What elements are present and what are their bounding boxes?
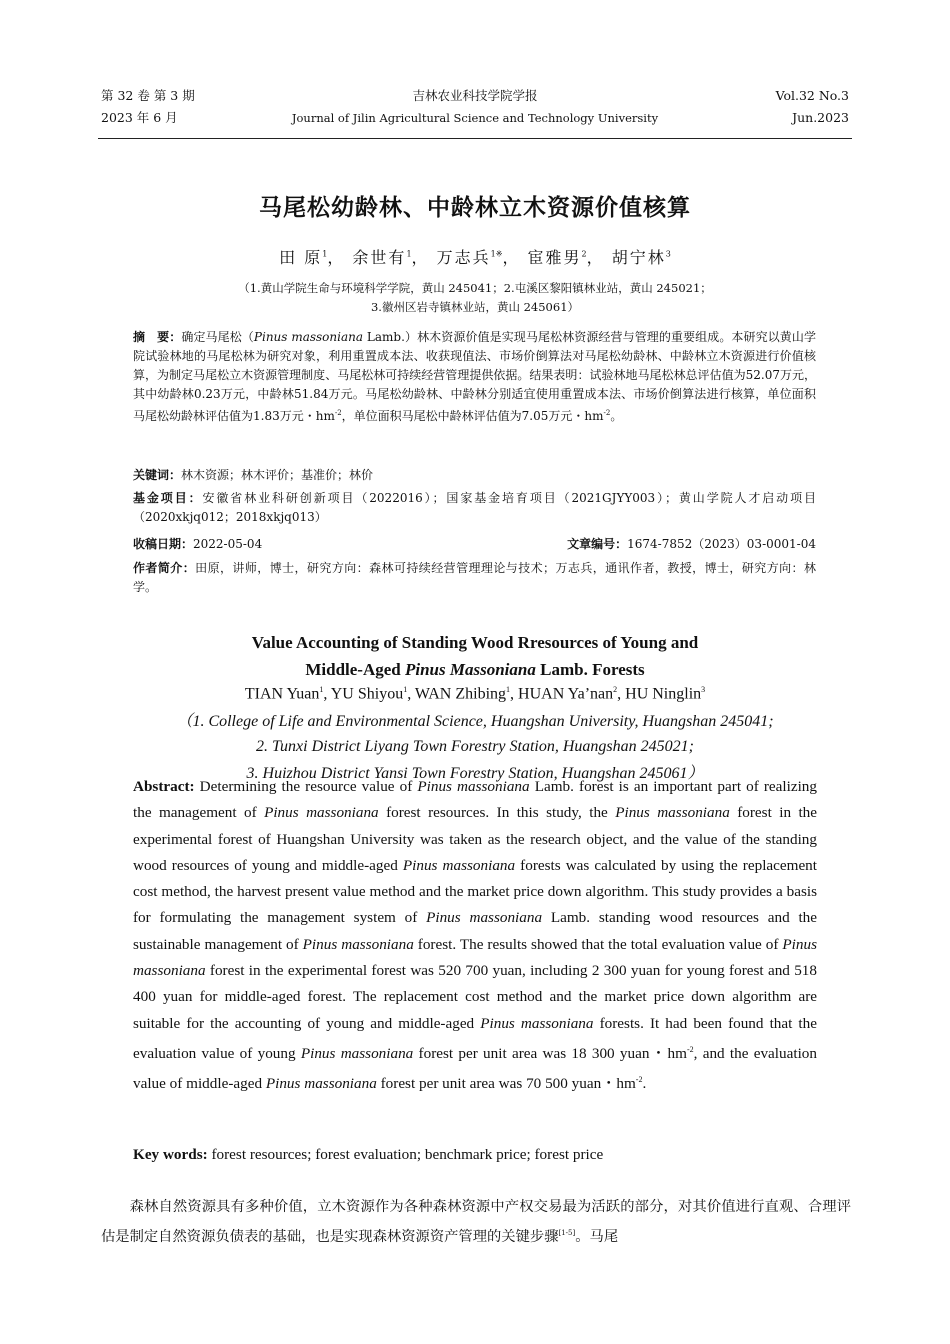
abstract-en-text: forest per unit area was 70 500 yuan・hm bbox=[376, 1075, 636, 1093]
abstract-en-text: forest in the experimental forest of Huangshan University was taken as the research object, and the value of the standing wood resources of young and middle-aged bbox=[133, 804, 818, 874]
abstract-en-text: Determining the resource value of bbox=[194, 778, 418, 795]
author-name: TIAN Yuan bbox=[244, 685, 320, 703]
body-paragraph-text: 。马尾 bbox=[575, 1228, 619, 1245]
species-name: Pinus massoniana bbox=[426, 909, 543, 927]
header-volume-en: Vol.32 No.3 bbox=[775, 88, 849, 103]
abstract-cn-label: 摘 要： bbox=[133, 330, 182, 344]
body-text bbox=[101, 1194, 851, 1250]
authors-en: TIAN Yuan$^1$, YU Shiyou$^1$, WAN Zhibing$^1$, HUAN Ya’nan$^2$, HU Ninglin$^3$ bbox=[244, 685, 706, 703]
species-name: Pinus massoniana bbox=[302, 935, 414, 953]
affiliation-cn-line1: （1.黄山学院生命与环境科学学院，黄山 245041；2.屯溪区黎阳镇林业站，黄山 245021； bbox=[238, 281, 712, 295]
unit-exponent: -2 bbox=[635, 1075, 643, 1085]
header-volume-cn: 第 32 卷 第 3 期 bbox=[101, 88, 195, 103]
abstract-en-text: forest in the experimental forest was 520 700 yuan, including 2 300 yuan for young forest and 518 400 yuan for middle-aged forest. The replacement cost method and the market price down algorithm are suitable for the accounting of young and middle-aged bbox=[133, 962, 817, 1032]
keywords-cn-text: 林木资源；林木评价；基准价；林价 bbox=[181, 468, 374, 482]
author-name: 宦雅男 bbox=[527, 248, 582, 267]
abstract-en-text: forest per unit area was 18 300 yuan・hm bbox=[413, 1045, 687, 1063]
citation: [1-5] bbox=[558, 1229, 576, 1237]
species-name: Pinus massoniana bbox=[253, 330, 364, 344]
authors-cn: 田 原$^1$， 余世有$^1$， 万志兵$^{1※}$， 宦雅男$^2$， 胡宁林$^3$ bbox=[279, 248, 671, 267]
keywords-en-label: Key words: bbox=[133, 1146, 208, 1163]
bio-label: 作者简介： bbox=[133, 561, 196, 575]
header-date-en: Jun.2023 bbox=[792, 110, 849, 125]
title-en-line1: Value Accounting of Standing Wood Rresources of Young and bbox=[251, 633, 699, 652]
keywords-en bbox=[133, 1146, 817, 1164]
author-name: YU Shiyou bbox=[330, 685, 404, 703]
author-sup: 2 bbox=[581, 249, 587, 259]
abstract-cn-text: Lamb.）林木资源价值是实现马尾松林资源经营与管理的重要组成。本研究以黄山学院试验林地的马尾松林为研究对象，利用重置成本法、收获现值法、市场价倒算法对马尾松幼龄林、中龄林立木资源进行价值核算，为制定马尾松立木资源管理制度、马尾松林可持续经营管理提供依据。结果表明：试验林地马尾松林总评估值为52.07万元，其中幼龄林0.23万元，中龄林51.84万元。马尾松幼龄林、中龄林分别适宜使用重置成本法、市场价倒算法进行核算，单位面积马尾松幼龄林评估值为1.83万元・hm bbox=[133, 330, 816, 423]
author-name: 余世有 bbox=[352, 248, 407, 267]
affiliation-en-line3: 3. Huizhou District Yansi Town Forestry Station, Huangshan 245061） bbox=[246, 765, 704, 782]
abstract-en-text: forest resources. In this study, the bbox=[378, 804, 616, 822]
abstract-en-text: . bbox=[642, 1075, 647, 1093]
abstract-en-text: forests. It had been found that the evaluation value of young bbox=[133, 1014, 817, 1063]
body-paragraph bbox=[101, 1194, 851, 1250]
abstract-en-label: Abstract: bbox=[133, 778, 195, 795]
title-en-part: Lamb. Forests bbox=[535, 660, 645, 679]
abstract-en-text: forest. The results showed that the total evaluation value of bbox=[413, 935, 783, 953]
abstract-cn-text: ，单位面积马尾松中龄林评估值为7.05万元・hm bbox=[341, 409, 604, 423]
abstract-en-text: , and the evaluation value of middle-aged bbox=[133, 1045, 817, 1093]
author-name: HU Ninglin bbox=[625, 685, 702, 703]
author-sup: 1 bbox=[322, 249, 328, 259]
title-en-species: Pinus Massoniana bbox=[405, 660, 536, 679]
keywords-cn-label: 关键词： bbox=[133, 468, 182, 482]
keywords-en-text: forest resources; forest evaluation; benchmark price; forest price bbox=[207, 1146, 604, 1163]
dates-row bbox=[133, 535, 816, 554]
author-sup: 3 bbox=[701, 685, 706, 694]
author-sup: 1 bbox=[403, 685, 408, 694]
unit-exponent: -2 bbox=[603, 409, 611, 417]
header-date-cn: 2023 年 6 月 bbox=[101, 110, 178, 125]
species-name: Pinus massoniana bbox=[265, 1075, 377, 1093]
article-number-value: 1674-7852（2023）03-0001-04 bbox=[627, 537, 816, 551]
title-en-line2 bbox=[0, 656, 950, 683]
abstract-cn bbox=[133, 328, 816, 426]
header-journal-cn: 吉林农业科技学院学报 bbox=[412, 88, 538, 103]
title-en bbox=[0, 629, 950, 683]
author-sup: 2 bbox=[613, 685, 618, 694]
species-name: Pinus massoniana bbox=[300, 1045, 414, 1063]
article-number bbox=[567, 535, 816, 554]
fund-text: 安徽省林业科研创新项目（2022016）；国家基金培育项目（2021GJYY003）；黄山学院人才启动项目（2020xkjq012；2018xkjq013） bbox=[133, 491, 816, 524]
article-number-label: 文章编号： bbox=[567, 537, 628, 551]
abstract-cn-text: 确定马尾松（ bbox=[181, 330, 254, 344]
title-cn: 马尾松幼龄林、中龄林立木资源价值核算 bbox=[259, 195, 691, 221]
author-name: 胡宁林 bbox=[611, 248, 666, 267]
affiliation-cn-line2: 3.徽州区岩寺镇林业站，黄山 245061） bbox=[370, 300, 580, 314]
keywords-cn bbox=[133, 466, 816, 485]
received-label: 收稿日期： bbox=[133, 537, 194, 551]
affiliation-en-line1: （1. College of Life and Environmental Science, Huangshan University, Huangshan 245041; bbox=[176, 713, 774, 730]
author-sup: 1※ bbox=[490, 249, 503, 259]
author-sup: 3 bbox=[665, 249, 671, 259]
author-sup: 1 bbox=[319, 685, 324, 694]
header-journal-en: Journal of Jilin Agricultural Science and Technology University bbox=[291, 111, 659, 125]
body-paragraph-text: 森林自然资源具有多种价值，立木资源作为各种森林资源中产权交易最为活跃的部分，对其价值进行直观、合理评估是制定自然资源负债表的基础，也是实现森林资源资产管理的关键步骤 bbox=[101, 1199, 851, 1245]
species-name: Pinus massoniana bbox=[133, 935, 817, 980]
received-date: 2022-05-04 bbox=[193, 537, 263, 551]
author-name: WAN Zhibing bbox=[414, 685, 507, 703]
abstract-en-text: Lamb. forest is an important part of realizing the management of bbox=[133, 778, 817, 822]
unit-exponent: -2 bbox=[334, 409, 342, 417]
species-name: Pinus massoniana bbox=[417, 778, 530, 795]
fund-info bbox=[133, 489, 816, 527]
header-divider bbox=[98, 138, 852, 139]
species-name: Pinus massoniana bbox=[264, 804, 379, 822]
title-en-part: Middle-Aged bbox=[305, 660, 405, 679]
abstract-en bbox=[133, 774, 817, 1098]
fund-label: 基金项目： bbox=[133, 491, 203, 505]
author-name: 万志兵 bbox=[436, 248, 491, 267]
species-name: Pinus massoniana bbox=[615, 804, 730, 822]
author-name: 田 原 bbox=[279, 248, 323, 267]
species-name: Pinus massoniana bbox=[402, 856, 516, 874]
unit-exponent: -2 bbox=[686, 1044, 694, 1054]
author-bio bbox=[133, 559, 816, 597]
author-sup: 1 bbox=[406, 249, 412, 259]
abstract-cn-text: 。 bbox=[610, 409, 623, 423]
author-sup: 1 bbox=[506, 685, 511, 694]
abstract-en-text: Lamb. standing wood resources and the sustainable management of bbox=[133, 909, 817, 953]
affiliation-en-line2: 2. Tunxi District Liyang Town Forestry Station, Huangshan 245021; bbox=[256, 738, 694, 755]
abstract-en-text: forests was calculated by using the replacement cost method, the harvest present value method and the market price down algorithm. This study provides a basis for formulating the management system of bbox=[133, 856, 817, 927]
author-name: HUAN Ya’nan bbox=[518, 685, 614, 703]
bio-text: 田原，讲师，博士，研究方向：森林可持续经营管理理论与技术；万志兵，通讯作者，教授，博士，研究方向：林学。 bbox=[133, 561, 816, 594]
species-name: Pinus massoniana bbox=[480, 1014, 594, 1032]
